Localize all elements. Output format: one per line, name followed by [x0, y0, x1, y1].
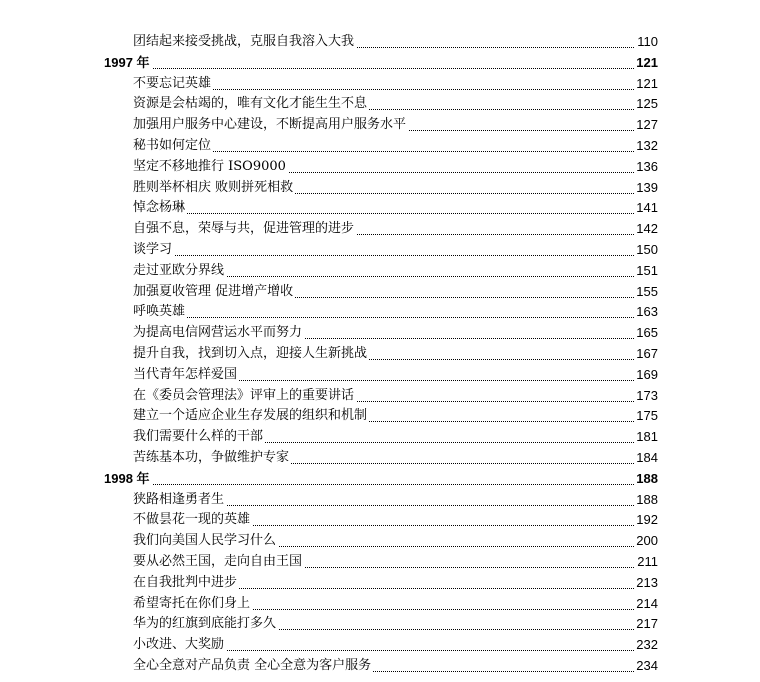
toc-entry[interactable]: [0, 115, 760, 135]
toc-entry[interactable]: [0, 282, 760, 302]
toc-entry[interactable]: [0, 573, 760, 593]
toc-entry[interactable]: [0, 178, 760, 198]
entry-title: 要从必然王国，走向自由王国: [133, 552, 304, 572]
page-number: 167: [634, 344, 658, 364]
toc-entry[interactable]: [0, 136, 760, 156]
page-number: 136: [634, 157, 658, 177]
page-number: 110: [635, 32, 658, 52]
page-number: 200: [634, 531, 658, 551]
page-number: 192: [634, 510, 658, 530]
page-number: 213: [634, 573, 658, 593]
page-number: 188: [634, 490, 658, 510]
entry-title: 胜则举杯相庆 败则拼死相救: [133, 178, 295, 198]
page-number: 217: [634, 614, 658, 634]
page-number: 141: [634, 198, 658, 218]
entry-title: 呼唤英雄: [133, 302, 187, 322]
toc-entry[interactable]: [0, 302, 760, 322]
dot-leader: [110, 68, 656, 69]
entry-title: 悼念杨琳: [133, 198, 187, 218]
page-number: 155: [634, 282, 658, 302]
toc-entry[interactable]: [0, 94, 760, 114]
entry-title: 秘书如何定位: [133, 136, 213, 156]
page-number: 150: [634, 240, 658, 260]
page-number: 234: [634, 656, 658, 676]
entry-title: 坚定不移地推行 ISO9000: [133, 157, 288, 177]
toc-entry[interactable]: [0, 198, 760, 218]
entry-title: 希望寄托在你们身上: [133, 594, 252, 614]
toc-entry[interactable]: [0, 552, 760, 572]
dot-leader: [140, 317, 656, 318]
toc-year-heading[interactable]: [0, 469, 760, 489]
page-number: 173: [634, 386, 658, 406]
toc-entry[interactable]: [0, 157, 760, 177]
toc-entry[interactable]: [0, 386, 760, 406]
page-number: 125: [634, 94, 658, 114]
page-number: 175: [634, 406, 658, 426]
entry-title: 不做昙花一现的英雄: [133, 510, 252, 530]
page-number: 127: [634, 115, 658, 135]
entry-title: 团结起来接受挑战，克服自我溶入大我: [133, 32, 356, 52]
toc-entry[interactable]: [0, 594, 760, 614]
toc-entry[interactable]: [0, 261, 760, 281]
entry-title: 谈学习: [133, 240, 174, 260]
page-number: 188: [634, 469, 658, 489]
page-number: 132: [634, 136, 658, 156]
year-title: 1997 年: [104, 53, 152, 73]
entry-title: 建立一个适应企业生存发展的组织和机制: [133, 406, 369, 426]
toc-entry[interactable]: [0, 344, 760, 364]
entry-title: 小改进、大奖励: [133, 635, 226, 655]
toc-entry[interactable]: [0, 74, 760, 94]
toc-entry[interactable]: [0, 614, 760, 634]
entry-title: 在《委员会管理法》评审上的重要讲话: [133, 386, 356, 406]
dot-leader: [140, 89, 656, 90]
page-number: 211: [635, 552, 658, 572]
toc-entry[interactable]: [0, 490, 760, 510]
toc-entry[interactable]: [0, 510, 760, 530]
toc-entry[interactable]: [0, 635, 760, 655]
toc-entry[interactable]: [0, 219, 760, 239]
page-number: 181: [634, 427, 658, 447]
page-number: 184: [634, 448, 658, 468]
toc-entry[interactable]: [0, 32, 760, 52]
entry-title: 加强夏收管理 促进增产增收: [133, 282, 295, 302]
entry-title: 我们向美国人民学习什么: [133, 531, 278, 551]
toc-entry[interactable]: [0, 448, 760, 468]
entry-title: 我们需要什么样的干部: [133, 427, 265, 447]
dot-leader: [110, 484, 656, 485]
page-number: 169: [634, 365, 658, 385]
toc-entry[interactable]: [0, 531, 760, 551]
entry-title: 不要忘记英雄: [133, 74, 213, 94]
page-number: 214: [634, 594, 658, 614]
entry-title: 自强不息，荣辱与共，促进管理的进步: [133, 219, 356, 239]
page-number: 151: [634, 261, 658, 281]
entry-title: 为提高电信网营运水平而努力: [133, 323, 304, 343]
page-number: 232: [634, 635, 658, 655]
entry-title: 狭路相逢勇者生: [133, 490, 226, 510]
entry-title: 华为的红旗到底能打多久: [133, 614, 278, 634]
toc-entry[interactable]: [0, 365, 760, 385]
page-number: 142: [634, 219, 658, 239]
page-number: 121: [634, 74, 658, 94]
page-number: 165: [634, 323, 658, 343]
entry-title: 全心全意对产品负责 全心全意为客户服务: [133, 656, 373, 676]
entry-title: 走过亚欧分界线: [133, 261, 226, 281]
toc-entry[interactable]: [0, 240, 760, 260]
toc-year-heading[interactable]: [0, 53, 760, 73]
page-number: 163: [634, 302, 658, 322]
year-title: 1998 年: [104, 469, 152, 489]
entry-title: 苦练基本功，争做维护专家: [133, 448, 291, 468]
toc-entry[interactable]: [0, 323, 760, 343]
entry-title: 加强用户服务中心建设，不断提高用户服务水平: [133, 115, 408, 135]
toc-entry[interactable]: [0, 427, 760, 447]
toc-entry[interactable]: [0, 406, 760, 426]
toc-entry[interactable]: [0, 656, 760, 676]
entry-title: 提升自我，找到切入点，迎接人生新挑战: [133, 344, 369, 364]
page-number: 139: [634, 178, 658, 198]
entry-title: 在自我批判中进步: [133, 573, 239, 593]
dot-leader: [140, 151, 656, 152]
entry-title: 当代青年怎样爱国: [133, 365, 239, 385]
dot-leader: [140, 213, 656, 214]
entry-title: 资源是会枯竭的，唯有文化才能生生不息: [133, 94, 369, 114]
dot-leader: [140, 255, 656, 256]
page-number: 121: [634, 53, 658, 73]
